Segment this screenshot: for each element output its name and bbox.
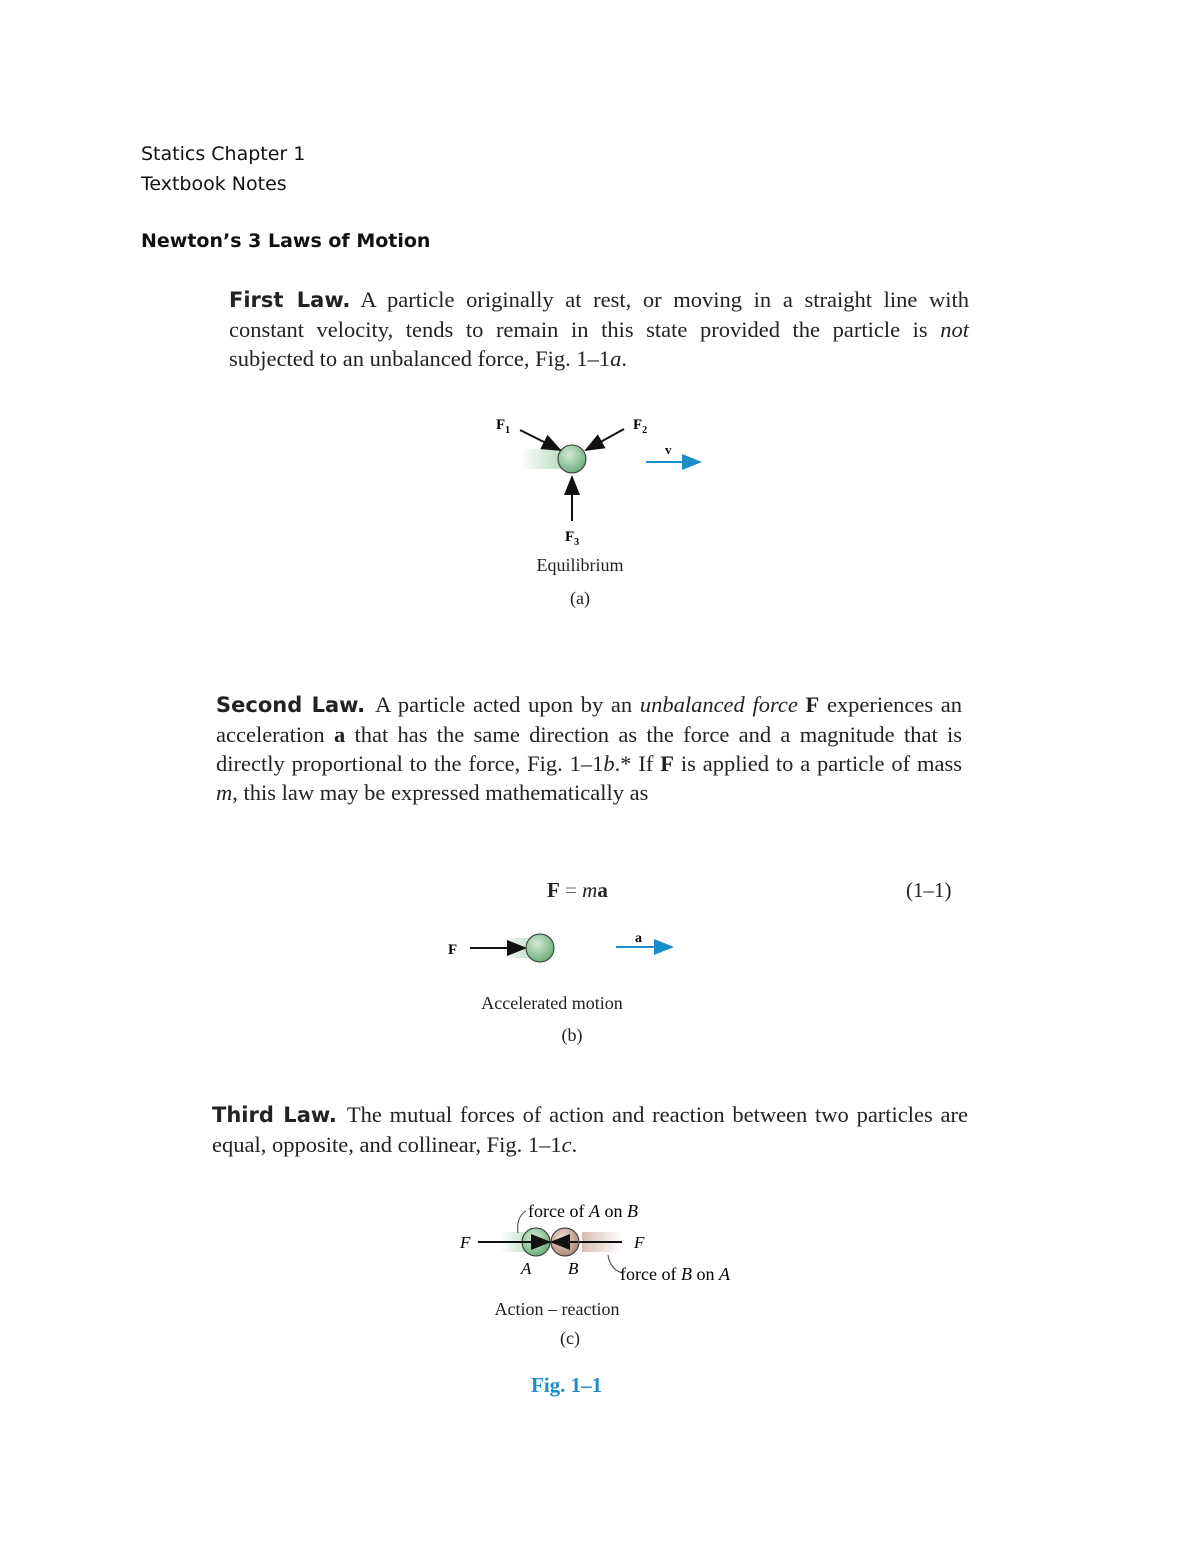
figure-b-panel: (b) bbox=[561, 1025, 583, 1045]
figure-a-panel: (a) bbox=[570, 588, 590, 608]
first-law-end: . bbox=[621, 346, 628, 371]
first-law-text-after: subjected to an unbalanced force, Fig. 1–1 bbox=[229, 346, 611, 371]
third-law-paragraph: Third Law. The mutual forces of action and reaction between two particles are equal, opposite, and collinear, Fig. 1–1c. bbox=[212, 1102, 969, 1157]
a-label: a bbox=[635, 931, 642, 946]
left-f-label: F bbox=[460, 1233, 471, 1252]
f-label: F bbox=[448, 942, 458, 958]
leader-top bbox=[518, 1211, 526, 1233]
first-law-label: First Law. bbox=[229, 288, 351, 312]
first-law-paragraph bbox=[229, 285, 969, 373]
particle bbox=[526, 934, 554, 962]
f1-label: $F_1$ bbox=[496, 417, 511, 436]
label-b: B bbox=[568, 1259, 579, 1278]
force-arrow-f2 bbox=[586, 429, 624, 450]
second-law-paragraph: Second Law. A particle acted upon by an unbalanced force F experiences an acceleration a that has the same direction as the force and a magnitude that is directly proportional to the force, Fig. 1–1b.* If F is applied to a particle of mass m, this law may be expressed mathematically as bbox=[216, 692, 963, 805]
right-f-label: F bbox=[634, 1233, 645, 1252]
third-law-label: Third Law. bbox=[212, 1103, 337, 1127]
figure-c-panel: (c) bbox=[560, 1328, 580, 1348]
first-law-fig-letter: a bbox=[610, 346, 622, 371]
first-law-emph: not bbox=[940, 317, 969, 342]
figure-a-caption: Equilibrium bbox=[536, 555, 624, 575]
doc-subtitle: Textbook Notes bbox=[141, 173, 287, 195]
label-a: A bbox=[521, 1259, 532, 1278]
figure-c-action-reaction bbox=[450, 1195, 770, 1290]
figure-label: Fig. 1–1 bbox=[531, 1373, 603, 1397]
particle bbox=[558, 445, 586, 473]
second-law-label: Second Law. bbox=[216, 693, 366, 717]
note-force-b-on-a: force of B on A bbox=[620, 1264, 730, 1284]
f2-label: $F_2$ bbox=[633, 417, 648, 436]
equation-newton-second: F = ma bbox=[547, 878, 608, 902]
equation-number: (1–1) bbox=[906, 878, 952, 902]
force-arrow-f1 bbox=[520, 430, 560, 450]
f3-label: $F_3$ bbox=[565, 529, 580, 548]
figure-a-equilibrium bbox=[480, 405, 720, 615]
figure-b-caption: Accelerated motion bbox=[481, 993, 623, 1013]
doc-title: Statics Chapter 1 bbox=[141, 143, 306, 165]
section-heading: Newton’s 3 Laws of Motion bbox=[141, 230, 431, 252]
figure-c-caption: Action – reaction bbox=[494, 1299, 620, 1319]
note-force-a-on-b: force of A on B bbox=[528, 1201, 638, 1221]
v-label: v bbox=[665, 442, 672, 457]
first-law-text: A particle originally at rest, or moving in a straight line with constant velocity, tends to remain in this state provided the particle is bbox=[229, 287, 969, 342]
figure-b-accelerated bbox=[440, 920, 690, 980]
